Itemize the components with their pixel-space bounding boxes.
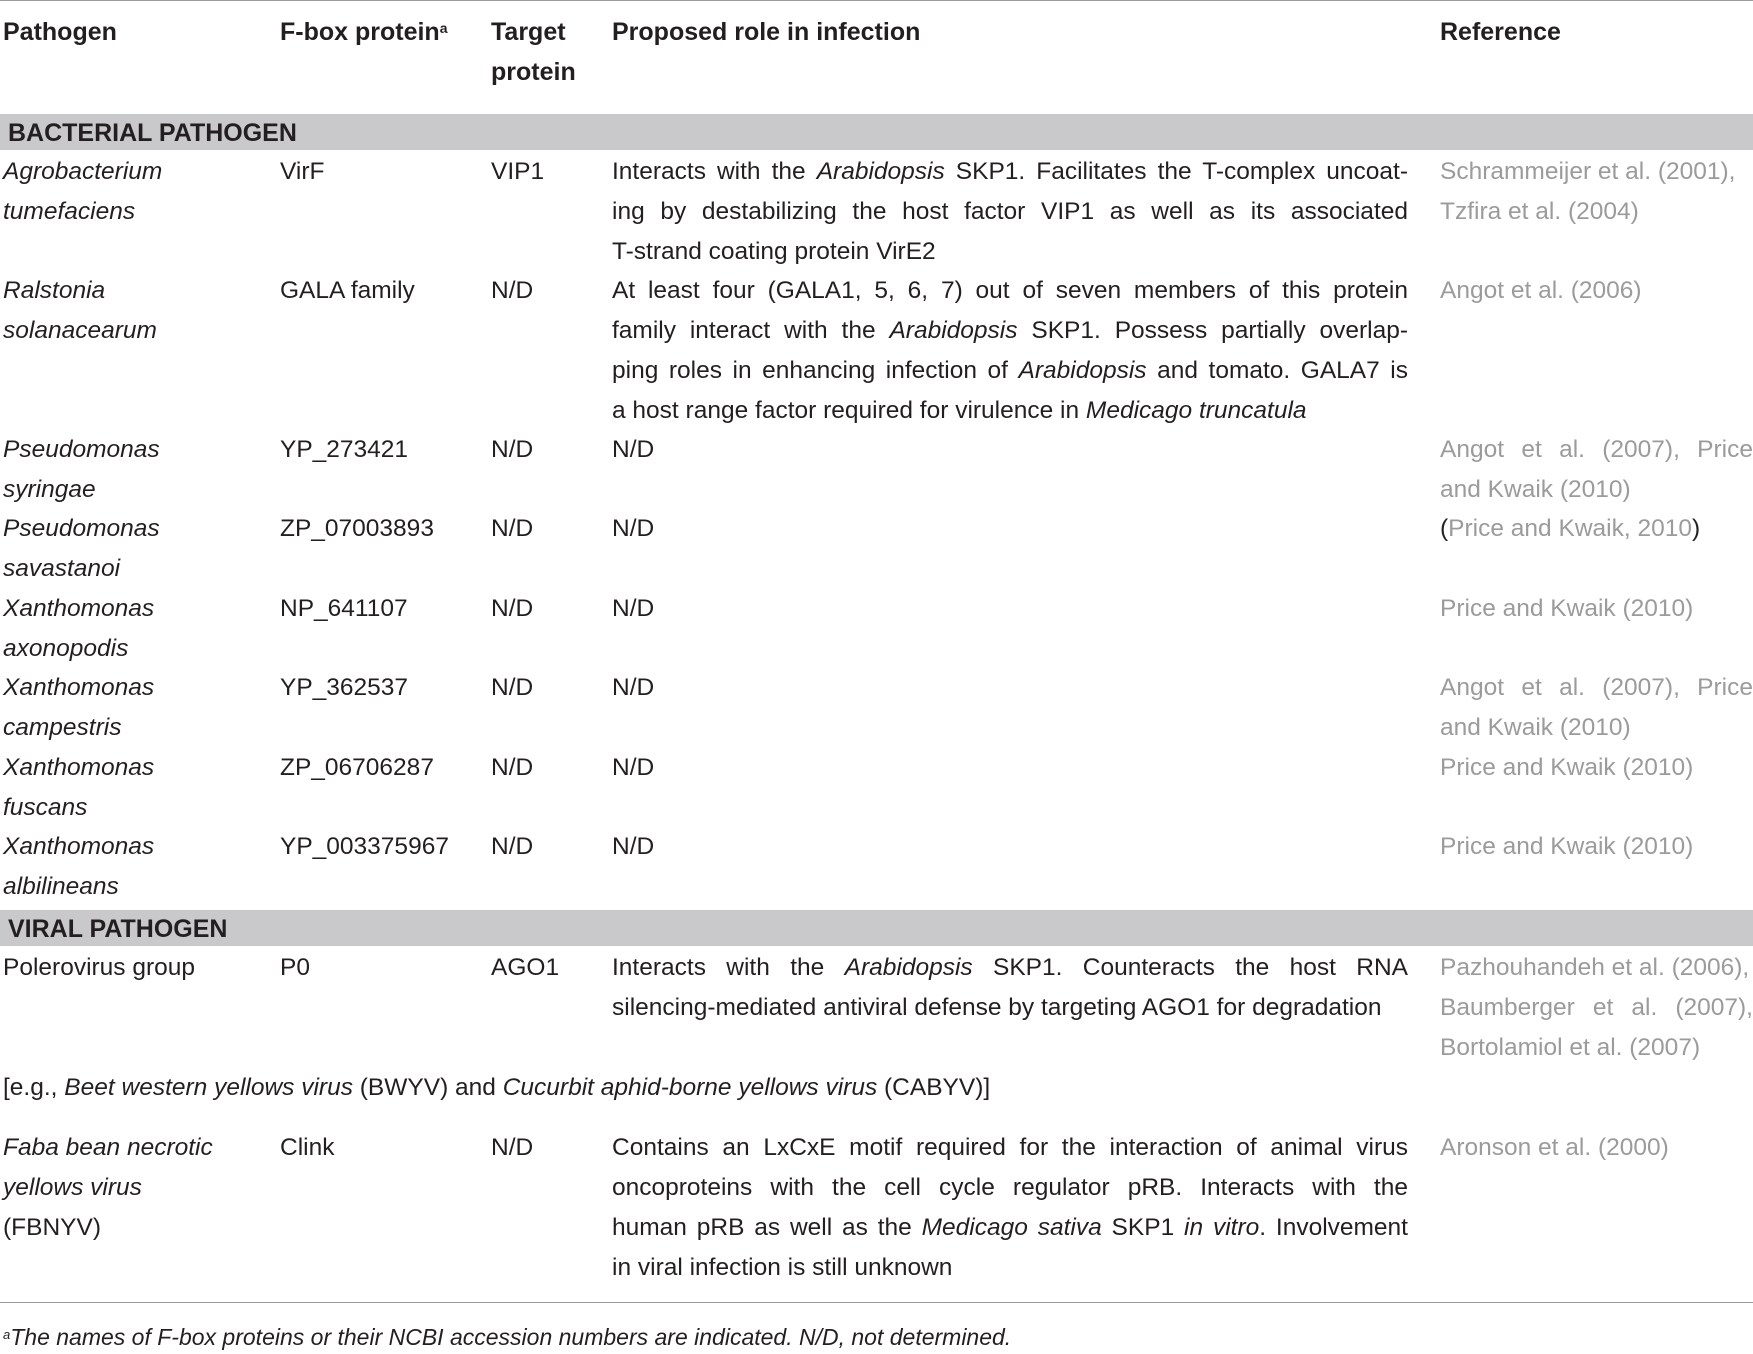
target-cell: AGO1 (491, 954, 560, 981)
target-cell: N/D (491, 595, 534, 622)
target-cell: N/D (491, 833, 534, 860)
fbox-cell: ZP_06706287 (280, 754, 434, 781)
role-cell: Interacts with the Arabidopsis SKP1. Facilitates the T-complex uncoat- ing by destabilizing the host factor VIP1 as well as its associated T-strand coating protein VirE2 (612, 158, 1408, 265)
pathogen-cell: Xanthomonas albilineans (3, 833, 155, 900)
target-cell: VIP1 (491, 158, 545, 185)
reference-cell: Angot et al. (2007), Price and Kwaik (2010) (1440, 674, 1753, 741)
pathogen-cell: Faba bean necrotic yellows virus (FBNYV) (3, 1134, 213, 1241)
fbox-cell: ZP_07003893 (280, 515, 434, 542)
pathogen-cell: Polerovirus group (3, 954, 196, 981)
reference-cell: Aronson et al. (2000) (1440, 1134, 1669, 1161)
table-footnote: $^a$The names of F-box proteins or their NCBI accession numbers are indicated. N/D, not determined. (3, 1324, 1012, 1350)
header-fbox: F-box protein$^a$ (280, 18, 448, 46)
pathogen-cell: Ralstonia solanacearum (3, 277, 157, 344)
fbox-cell: Clink (280, 1134, 335, 1161)
target-cell: N/D (491, 1134, 534, 1161)
top-rule (0, 0, 1753, 1)
bottom-rule (0, 1302, 1753, 1303)
fbox-cell: YP_273421 (280, 436, 409, 463)
pathogen-cell: Pseudomonas syringae (3, 436, 160, 503)
role-cell: N/D (612, 833, 655, 860)
section-viral: VIRAL PATHOGEN (0, 910, 1753, 946)
role-cell: N/D (612, 674, 655, 701)
target-cell: N/D (491, 754, 534, 781)
header-pathogen: Pathogen (3, 18, 117, 46)
header-reference: Reference (1440, 18, 1561, 46)
role-cell: N/D (612, 515, 655, 542)
pathogen-cell: Agrobacterium tumefaciens (3, 158, 163, 225)
pathogen-cell: Xanthomonas axonopodis (3, 595, 155, 662)
fbox-cell: VirF (280, 158, 325, 185)
reference-cell: Price and Kwaik (2010) (1440, 754, 1694, 781)
section-bacterial: BACTERIAL PATHOGEN (0, 114, 1753, 150)
target-cell: N/D (491, 277, 534, 304)
reference-cell: Price and Kwaik (2010) (1440, 833, 1694, 860)
reference-cell: Pazhouhandeh et al. (2006), Baumberger et al. (2007), Bortolamiol et al. (2007) (1440, 954, 1753, 1061)
role-cell: N/D (612, 754, 655, 781)
pathogen-cell: Pseudomonas savastanoi (3, 515, 160, 582)
target-cell: N/D (491, 436, 534, 463)
fbox-cell: NP_641107 (280, 595, 408, 622)
reference-cell: Angot et al. (2006) (1440, 277, 1642, 304)
pathogen-cell: Xanthomonas campestris (3, 674, 155, 741)
target-cell: N/D (491, 674, 534, 701)
fbox-cell: YP_003375967 (280, 833, 449, 860)
fbox-cell: YP_362537 (280, 674, 409, 701)
reference-cell: Price and Kwaik (2010) (1440, 595, 1694, 622)
role-cell: N/D (612, 436, 655, 463)
pathogen-cell: Xanthomonas fuscans (3, 754, 155, 821)
reference-cell: Angot et al. (2007), Price and Kwaik (2010) (1440, 436, 1753, 503)
role-cell: Contains an LxCxE motif required for the interaction of animal virus oncoproteins with the cell cycle regulator pRB. Interacts with the human pRB as well as the Medicago sativa SKP1 in vitro. Involvement in viral infection is still unknown (612, 1134, 1408, 1281)
role-cell: At least four (GALA1, 5, 6, 7) out of seven members of this protein family interact with the Arabidopsis SKP1. Possess partially overlap- ping roles in enhancing infection of Arabidopsis and tomato. GALA7 is a host range factor required for virulence in Medicago truncatula (612, 277, 1408, 424)
target-cell: N/D (491, 515, 534, 542)
fbox-cell: GALA family (280, 277, 415, 304)
reference-cell: Schrammeijer et al. (2001), Tzfira et al. (2004) (1440, 158, 1736, 225)
header-role: Proposed role in infection (612, 18, 921, 46)
polerovirus-examples: [e.g., Beet western yellows virus (BWYV) and Cucurbit aphid-borne yellows virus (CABYV)] (3, 1074, 991, 1101)
role-cell: N/D (612, 595, 655, 622)
fbox-cell: P0 (280, 954, 310, 981)
header-target: Target protein (491, 18, 576, 86)
role-cell: Interacts with the Arabidopsis SKP1. Counteracts the host RNA silencing-mediated antiviral defense by targeting AGO1 for degradation (612, 954, 1408, 1021)
reference-cell: (Price and Kwaik, 2010) (1440, 515, 1701, 542)
